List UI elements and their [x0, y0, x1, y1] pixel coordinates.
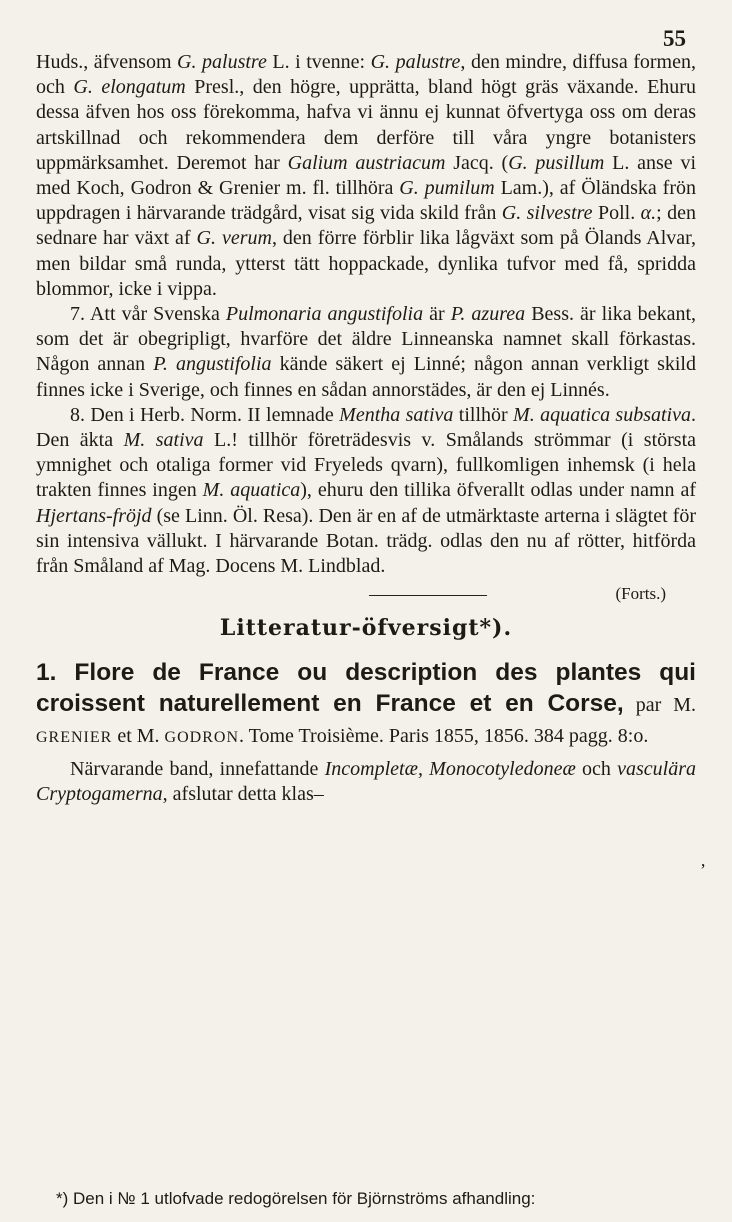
entry-author: GRENIER — [36, 729, 113, 747]
italic-term: G. elongatum — [73, 76, 186, 99]
italic-term: M. aquatica — [202, 479, 301, 502]
page-number: 55 — [663, 26, 686, 51]
italic-term: G. pusillum — [508, 151, 605, 174]
italic-term: Mentha sativa — [339, 403, 454, 426]
entry-title: 1. Flore de France ou description des plantes qui croissent naturellement en France et en Corse, — [36, 659, 696, 718]
italic-term: α. — [640, 202, 657, 225]
entry-continuation: Närvarande band, innefattande Incompletæ, Monocotyledoneæ och vasculära Cryptogamerna, afslutar detta klas– — [36, 757, 696, 805]
italic-term: vasculära Cryptogamerna — [36, 757, 696, 805]
continued-marker — [36, 582, 696, 604]
italic-term: M. sativa — [123, 429, 204, 452]
italic-term: Incompletæ, Monocotyledoneæ — [324, 757, 576, 780]
entry-author: GODRON — [164, 729, 239, 747]
review-entry — [36, 657, 696, 750]
forts-label: (Forts.) — [615, 583, 666, 603]
paragraph: Huds., äfvensom G. palustre L. i tvenne: G. palustre, den mindre, diffusa formen, och G. elongatum Presl., den högre, upprätta, bland högt gräs växande. Ehuru dessa äfven hos oss förekomma, hafva vi ännu ej kunnat öfvertyga oss om deras artskillnad och rekommendera dem derföre till våra yngre botanisters uppmärksamhet. Deremot har Galium austriacum Jacq. (G. pusillum L. anse vi med Koch, Godron & Grenier m. fl. tillhöra G. pumilum Lam.), af Öländska frön uppdragen i härvarande trädgård, visat sig vida skild från G. silvestre Poll. α.; den sednare har växt af G. verum, den förre förblir lika lågväxt som på Ölands Alvar, men bildar små runda, ytterst tätt hoppackade, dynlika tufvor med få, spridda blommor, icke i vippa. — [36, 51, 697, 300]
footnote: *) Den i № 1 utlofvade redogörelsen för Björnströms afhandling: — [56, 1189, 536, 1208]
entry-and: et M. — [112, 725, 165, 748]
section-heading: Litteratur-öfversigt*). — [219, 615, 513, 642]
paragraph: 8. Den i Herb. Norm. II lemnade Mentha sativa tillhör M. aquatica subsativa. Den äkta M. sativa L.! tillhör företrädesvis v. Smålands strömmar (i största ymnighet och otaliga former vid Fryeleds qvarn), fullkomligen inhemsk (i hela trakten finnes ingen M. aquatica), ehuru den tillika öfverallt odlas under namn af Hjertans-fröjd (se Linn. Öl. Resa). Den är en af de utmärktaste arterna i slägtet för sin intensiva vällukt. I härvarande Botan. trädg. odlas den nu af rötter, hitförda från Småland af Mag. Docens M. Lindblad. — [36, 403, 696, 578]
entry-details: . Tome Troisième. Paris 1855, 1856. 384 pagg. 8:o. — [239, 725, 649, 748]
italic-term: G. palustre — [177, 51, 267, 73]
italic-term: M. aquatica subsativa — [513, 403, 691, 426]
italic-term: G. palustre — [370, 51, 461, 73]
italic-term: P. angustifolia — [153, 353, 272, 376]
italic-term: P. azurea — [450, 303, 526, 326]
paragraph: 7. Att vår Svenska Pulmonaria angustifolia är P. azurea Bess. är lika bekant, som det är obegripligt, hvarföre det äldre Linneanska namnet skall förkastas. Någon annan P. angustifolia kände säkert ej Linné; någon annan verkligt skild finnes icke i Sverige, och finnes en sådan annorstädes, är den ej Linnés. — [36, 303, 696, 401]
italic-term: G. silvestre — [501, 202, 593, 225]
entry-by: par M. — [623, 694, 696, 717]
margin-mark: ʼ — [700, 860, 706, 880]
italic-term: Galium austriacum — [287, 151, 446, 174]
italic-term: G. pumilum — [399, 177, 495, 200]
italic-term: G. verum — [196, 227, 272, 250]
article-body — [36, 50, 696, 807]
italic-term: Pulmonaria angustifolia — [225, 303, 424, 326]
italic-term: Hjertans-fröjd — [36, 504, 152, 527]
divider — [369, 595, 487, 596]
